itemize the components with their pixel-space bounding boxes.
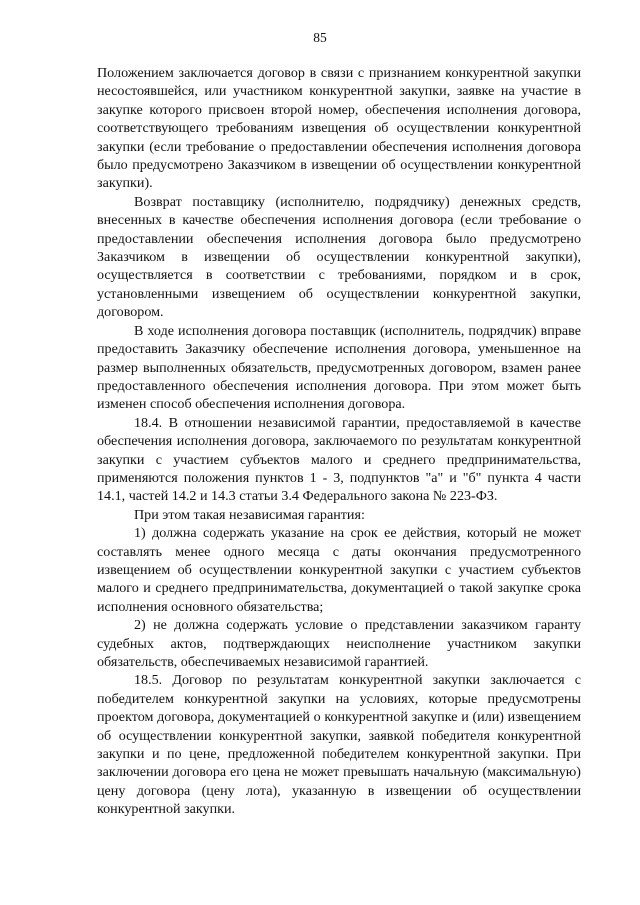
- paragraph-clause-18-4: 18.4. В отношении независимой гарантии, предоставляемой в качестве обеспечения исполнения договора, заключаемого по результатам конкурентной закупки с участием субъектов малого и среднего предпринимательства, применяются положения пунктов 1 - 3, подпунктов "а" и "б" пункта 4 части 14.1, частей 14.2 и 14.3 статьи 3.4 Федерального закона № 223-ФЗ.: [97, 414, 581, 505]
- paragraph-clause-18-5: 18.5. Договор по результатам конкурентной закупки заключается с победителем конкурентной закупки на условиях, которые предусмотрены проектом договора, документацией о конкурентной закупке и (или) извещением об осуществлении конкурентной закупки, заявкой победителя конкурентной закупки и по цене, предложенной победителем конкурентной закупки. При заключении договора его цена не может превышать начальную (максимальную) цену договора (цену лота), указанную в извещении об осуществлении конкурентной закупки.: [97, 672, 581, 818]
- paragraph-deposit-return: Возврат поставщику (исполнителю, подрядчику) денежных средств, внесенных в качестве обеспечения исполнения договора (если требование о предоставлении обеспечения исполнения договора было предусмотрено Заказчиком в извещении об осуществлении конкурентной закупки), осуществляется в соответствии с требованиями, порядком и в срок, установленными извещением об осуществлении конкурентной закупки, договором.: [97, 193, 581, 321]
- paragraph-guarantee-intro: При этом такая независимая гарантия:: [134, 506, 365, 523]
- paragraph-security-replacement: В ходе исполнения договора поставщик (исполнитель, подрядчик) вправе предоставить Заказчику обеспечение исполнения договора, уменьшенное на размер выполненных обязательств, предусмотренных договором, взамен ранее предоставленного обеспечения исполнения договора. При этом может быть изменен способ обеспечения исполнения договора.: [97, 322, 581, 413]
- list-item-1: 1) должна содержать указание на срок ее действия, который не может составлять менее одного месяца с даты окончания предусмотренного извещением об осуществлении конкурентной закупки с участием субъектов малого и среднего предпринимательства, документацией о такой закупке срока исполнения основного обязательства;: [97, 525, 581, 615]
- page-number: 85: [313, 30, 327, 45]
- paragraph-continuation: Положением заключается договор в связи с признанием конкурентной закупки несостоявшейся, или участником конкурентной закупки, заявке на участие в закупке которого присвоен второй номер, обеспечения исполнения договора, соответствующего требованиям извещения об осуществлении конкурентной закупки (если требование о предоставлении обеспечения исполнения договора было предусмотрено Заказчиком в извещении об осуществлении конкурентной закупки).: [97, 65, 581, 192]
- body-text: [97, 64, 581, 819]
- list-item-2: 2) не должна содержать условие о представлении заказчиком гаранту судебных актов, подтверждающих неисполнение участником закупки обязательств, обеспечиваемых независимой гарантией.: [97, 617, 581, 670]
